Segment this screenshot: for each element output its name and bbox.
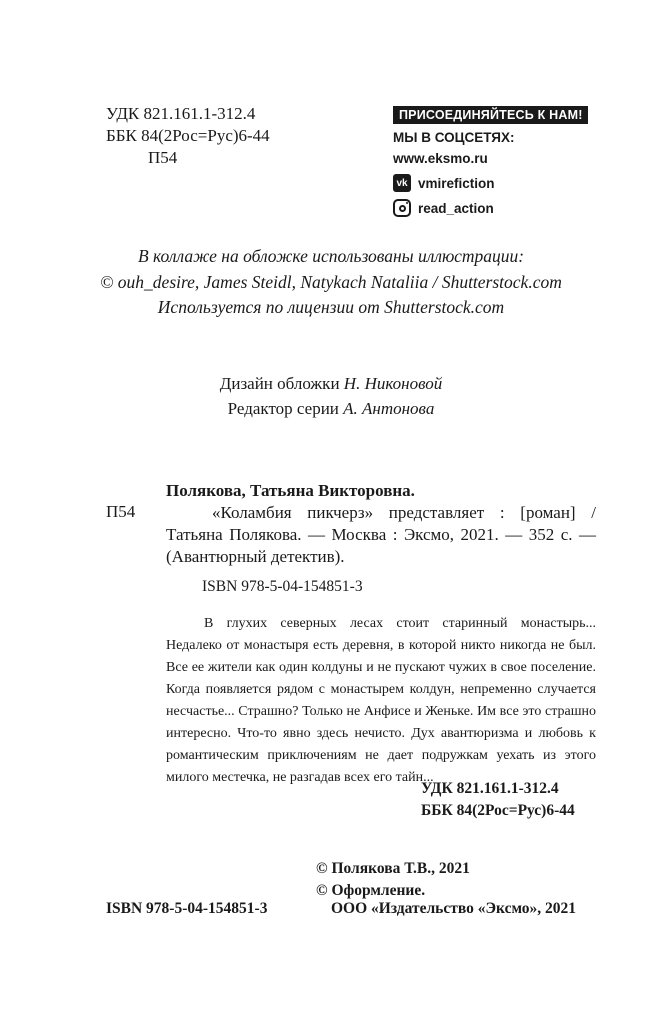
publisher-copyright: ООО «Издательство «Эксмо», 2021 bbox=[331, 900, 577, 917]
cover-design-label: Дизайн обложки bbox=[219, 374, 344, 393]
bbk-code-bottom: ББК 84(2Рос=Рус)6-44 bbox=[421, 802, 575, 819]
instagram-icon bbox=[393, 199, 411, 217]
copyright-author: © Полякова Т.В., 2021 bbox=[316, 860, 470, 877]
join-us-banner: ПРИСОЕДИНЯЙТЕСЬ К НАМ! bbox=[393, 106, 588, 124]
illustration-credit-line-2: © ouh_desire, James Steidl, Natykach Nataliia / Shutterstock.com bbox=[100, 272, 562, 292]
vk-row[interactable] bbox=[393, 173, 588, 193]
vk-handle[interactable]: vmirefiction bbox=[418, 175, 495, 191]
annotation bbox=[166, 613, 596, 789]
author-mark: П54 bbox=[148, 148, 178, 167]
instagram-handle[interactable]: read_action bbox=[418, 200, 494, 216]
annotation-text: В глухих северных лесах стоит старинный монастырь... Недалеко от монастыря есть деревня, в которой никто никогда не был. Все ее жители как один колдуны и не пускают чужих в свое поселение. Когда появляется рядом с монастырем колдун, непременно случается несчастье... Страшно? Только не Анфисе и Женьке. Им все это страшно интересно. Что-то явно здесь нечисто. Дух авантюризма и любовь к романтическим приключениям не дает подружкам уехать из этого милого местечка, не разгадав всех его тайн... bbox=[166, 616, 596, 785]
udk-code: УДК 821.161.1-312.4 bbox=[106, 104, 256, 123]
cover-design-credit bbox=[0, 372, 662, 396]
bibliographic-author: Полякова, Татьяна Викторовна. bbox=[166, 481, 415, 500]
isbn-bottom: ISBN 978-5-04-154851-3 bbox=[106, 900, 268, 917]
bibliographic-description bbox=[166, 502, 596, 568]
copyright-block bbox=[316, 858, 470, 902]
illustration-credit-line-3: Используется по лицензии от Shutterstock.com bbox=[157, 297, 505, 317]
instagram-row[interactable] bbox=[393, 198, 588, 218]
bibliographic-code: П54 bbox=[106, 502, 136, 521]
website-link[interactable]: www.eksmo.ru bbox=[393, 151, 488, 166]
series-editor-label: Редактор серии bbox=[227, 399, 344, 418]
series-editor-credit bbox=[0, 397, 662, 421]
catalog-codes-bottom bbox=[421, 778, 575, 822]
copyright-design: © Оформление. bbox=[316, 882, 426, 899]
udk-code-bottom: УДК 821.161.1-312.4 bbox=[421, 780, 559, 797]
bibliographic-description-text: «Коламбия пикчерз» представляет : [роман] / Татьяна Полякова. — Москва : Эксмо, 2021. — 352 с. — (Авантюрный детектив). bbox=[166, 503, 596, 566]
social-block bbox=[393, 106, 588, 218]
cover-designer-name: Н. Никоновой bbox=[343, 374, 443, 393]
vk-icon: vk bbox=[393, 174, 411, 192]
isbn-record: ISBN 978-5-04-154851-3 bbox=[202, 578, 363, 595]
bbk-code: ББК 84(2Рос=Рус)6-44 bbox=[106, 126, 270, 145]
illustration-credit-line-1: В коллаже на обложке использованы иллюстрации: bbox=[137, 246, 525, 266]
series-editor-name: А. Антонова bbox=[343, 399, 435, 418]
social-subtitle: МЫ В СОЦСЕТЯХ: bbox=[393, 130, 515, 145]
catalog-codes-top bbox=[106, 103, 270, 169]
